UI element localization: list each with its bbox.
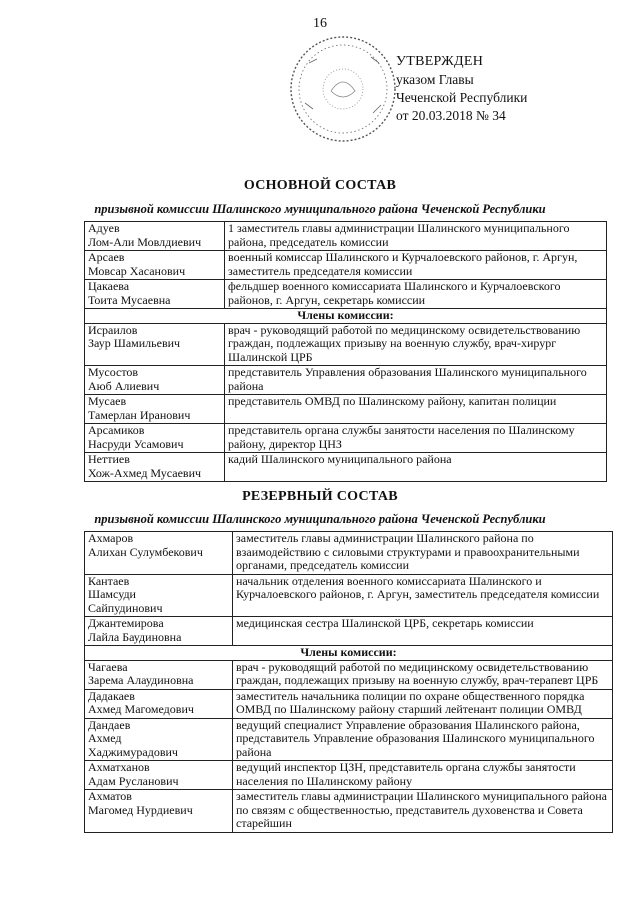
table-row <box>85 222 607 251</box>
person-name-line: Цакаева <box>88 279 130 293</box>
person-role-cell: кадий Шалинского муниципального района <box>225 453 607 482</box>
person-name-line: Зарема Алаудиновна <box>88 673 194 687</box>
person-name-cell <box>85 222 225 251</box>
person-name-line: Дадакаев <box>88 689 135 703</box>
members-header: Члены комиссии: <box>85 309 607 324</box>
person-role-cell: медицинская сестра Шалинской ЦРБ, секретарь комиссии <box>233 617 613 646</box>
person-name-cell <box>85 323 225 366</box>
person-name-line: Джантемирова <box>88 616 164 630</box>
person-name-line: Лайла Баудиновна <box>88 629 182 644</box>
table-row <box>85 689 613 718</box>
approval-title: УТВЕРЖДЕН <box>396 54 484 69</box>
person-role-cell: заместитель начальника полиции по охране общественного порядка ОМВД по Шалинскому району старший лейтенант полиции ОМВД <box>233 689 613 718</box>
members-header-row <box>85 309 607 324</box>
table-row <box>85 366 607 395</box>
approval-line: Чеченской Республики <box>396 90 528 105</box>
main-section-subtitle: призывной комиссии Шалинского муниципального района Чеченской Республики <box>94 202 546 216</box>
reserve-roster-table <box>84 531 613 833</box>
person-name-line: Адам Русланович <box>88 773 179 788</box>
person-name-line: Арсаев <box>88 250 125 264</box>
person-role-cell: заместитель главы администрации Шалинского муниципального района по связям с общественностью, представитель духовенства и Совета старейшин <box>233 790 613 833</box>
person-name-line: Ахмед Магомедович <box>88 702 194 716</box>
reserve-roster-body <box>85 532 613 833</box>
person-name-line: Тоита Мусаевна <box>88 292 171 307</box>
table-row <box>85 660 613 689</box>
table-row <box>85 323 607 366</box>
person-name-line: Адуев <box>88 221 120 235</box>
person-name-line: Ахматов <box>88 789 132 803</box>
person-name-cell <box>85 660 233 689</box>
table-row <box>85 424 607 453</box>
person-name-cell <box>85 251 225 280</box>
person-role-cell: врач - руководящий работой по медицинскому освидетельствованию граждан, подлежащих призыву на военную службу, врач-терапевт ЦРБ <box>233 660 613 689</box>
person-name-line: Хаджимурадович <box>88 744 178 759</box>
person-name-line: Шамсуди <box>88 587 136 601</box>
person-role-cell: заместитель главы администрации Шалинского района по взаимодействию с силовыми структурами и правоохранительными органами, председатель комиссии <box>233 532 613 575</box>
person-role-cell: фельдшер военного комиссариата Шалинского и Курчалоевского районов, г. Аргун, секретарь комиссии <box>225 280 607 309</box>
person-role-cell: ведущий инспектор ЦЗН, представитель органа службы занятости населения по Шалинскому району <box>233 761 613 790</box>
person-name-line: Хож-Ахмед Мусаевич <box>88 465 202 480</box>
person-name-line: Дандаев <box>88 718 131 732</box>
table-row <box>85 532 613 575</box>
table-row <box>85 790 613 833</box>
person-name-cell <box>85 689 233 718</box>
page-number: 16 <box>313 16 327 31</box>
person-name-line: Насруди Усамович <box>88 436 184 451</box>
main-section-title: ОСНОВНОЙ СОСТАВ <box>243 178 397 193</box>
person-name-line: Мусостов <box>88 365 139 379</box>
approval-line: указом Главы <box>396 72 474 87</box>
person-name-cell <box>85 790 233 833</box>
person-name-cell <box>85 395 225 424</box>
person-name-line: Сайпудинович <box>88 600 163 615</box>
approval-block <box>396 53 527 125</box>
person-role-cell: ведущий специалист Управление образования Шалинского района, представитель Управление образования Шалинского муниципального района <box>233 718 613 761</box>
approval-line: от 20.03.2018 № 34 <box>396 108 506 123</box>
reserve-section-title: РЕЗЕРВНЫЙ СОСТАВ <box>242 489 398 504</box>
members-header: Члены комиссии: <box>85 646 613 661</box>
person-name-line: Тамерлан Иранович <box>88 407 191 422</box>
person-name-line: Мусаев <box>88 394 127 408</box>
person-name-line: Ахматханов <box>88 760 150 774</box>
person-name-line: Лом-Али Мовлдиевич <box>88 234 202 249</box>
person-name-line: Мовсар Хасанович <box>88 263 186 278</box>
table-row <box>85 574 613 617</box>
person-name-line: Кантаев <box>88 574 130 588</box>
main-roster-body <box>85 222 607 482</box>
table-row <box>85 453 607 482</box>
person-name-line: Заур Шамильевич <box>88 336 181 350</box>
person-name-line: Алихан Сулумбекович <box>88 544 203 559</box>
person-name-cell <box>85 574 233 617</box>
person-role-cell: представитель Управления образования Шалинского муниципального района <box>225 366 607 395</box>
reserve-section-subtitle: призывной комиссии Шалинского муниципального района Чеченской Республики <box>94 512 546 526</box>
seal-stamp-icon <box>287 33 399 145</box>
person-name-cell <box>85 761 233 790</box>
person-name-cell <box>85 718 233 761</box>
person-name-line: Чагаева <box>88 660 128 674</box>
person-name-line: Исраилов <box>88 323 138 337</box>
person-name-line: Арсамиков <box>88 423 145 437</box>
person-name-cell <box>85 424 225 453</box>
person-name-cell <box>85 366 225 395</box>
table-row <box>85 280 607 309</box>
person-role-cell: 1 заместитель главы администрации Шалинского муниципального района, председатель комиссии <box>225 222 607 251</box>
person-name-line: Магомед Нурдиевич <box>88 802 193 817</box>
table-row <box>85 761 613 790</box>
person-role-cell: врач - руководящий работой по медицинскому освидетельствованию граждан, подлежащих призыву на военную службу, врач-хирург Шалинской ЦРБ <box>225 323 607 366</box>
person-name-line: Аюб Алиевич <box>88 378 160 393</box>
person-name-line: Неттиев <box>88 452 130 466</box>
main-roster-table <box>84 221 607 482</box>
person-name-cell <box>85 532 233 575</box>
table-row <box>85 251 607 280</box>
table-row <box>85 395 607 424</box>
person-name-cell <box>85 453 225 482</box>
person-role-cell: представитель ОМВД по Шалинскому району, капитан полиции <box>225 395 607 424</box>
members-header-row <box>85 646 613 661</box>
person-name-cell <box>85 617 233 646</box>
person-name-cell <box>85 280 225 309</box>
person-role-cell: военный комиссар Шалинского и Курчалоевского районов, г. Аргун, заместитель председателя комиссии <box>225 251 607 280</box>
table-row <box>85 617 613 646</box>
person-role-cell: начальник отделения военного комиссариата Шалинского и Курчалоевского районов, г. Аргун, заместитель председателя комиссии <box>233 574 613 617</box>
person-name-line: Ахмед <box>88 731 122 745</box>
table-row <box>85 718 613 761</box>
person-name-line: Ахмаров <box>88 531 134 545</box>
person-role-cell: представитель органа службы занятости населения по Шалинскому району, директор ЦНЗ <box>225 424 607 453</box>
